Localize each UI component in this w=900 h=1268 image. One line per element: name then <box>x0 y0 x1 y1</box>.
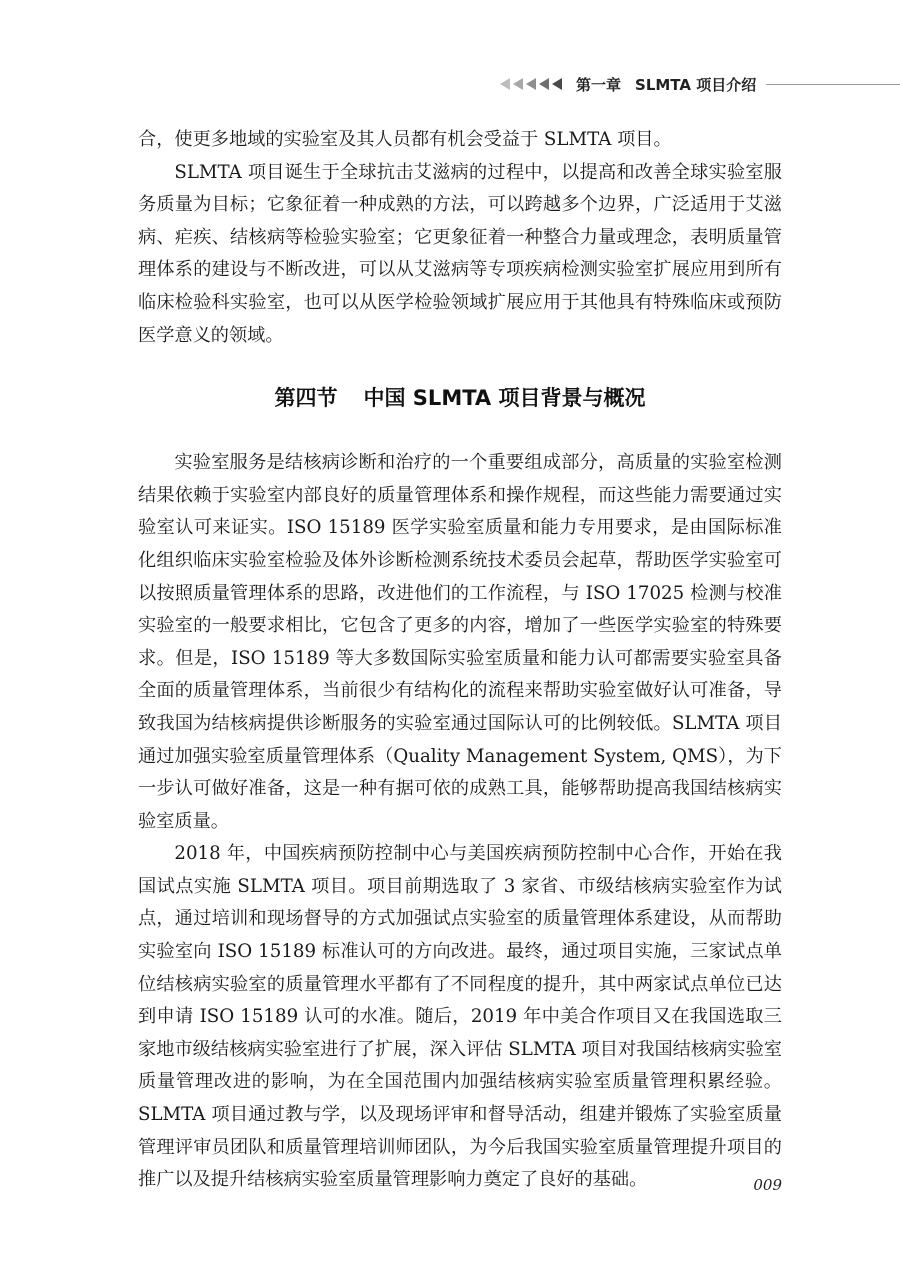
arrow-left-icon <box>526 78 536 90</box>
arrow-left-icon <box>539 78 549 90</box>
arrow-ornament-icon <box>500 78 562 90</box>
chapter-heading <box>576 74 756 95</box>
arrow-left-icon <box>513 78 523 90</box>
paragraph-slmta-origin: SLMTA 项目诞生于全球抗击艾滋病的过程中，以提高和改善全球实验室服务质量为目标；它象征着一种成熟的方法，可以跨越多个边界，广泛适用于艾滋病、疟疾、结核病等检验实验室；它更象征着一种整合力量或理念，表明质量管理体系的建设与不断改进，可以从艾滋病等专项疾病检测实验室扩展应用到所有临床检验科实验室，也可以从医学检验领域扩展应用于其他具有特殊临床或预防医学意义的领域。 <box>138 161 782 346</box>
chapter-title: SLMTA 项目介绍 <box>635 75 757 94</box>
arrow-left-icon <box>552 78 562 90</box>
page-number: 009 <box>753 1176 782 1194</box>
chapter-number: 第一章 <box>576 75 622 94</box>
section-number: 第四节 <box>274 386 338 411</box>
header-divider <box>766 84 900 85</box>
paragraph-china-pilot: 2018 年，中国疾病预防控制中心与美国疾病预防控制中心合作，开始在我国试点实施 SLMTA 项目。项目前期选取了 3 家省、市级结核病实验室作为试点，通过培训和现场督导的方式加强试点实验室的质量管理体系建设，从而帮助实验室向 ISO 15189 标准认可的方向改进。最终，通过项目实施，三家试点单位结核病实验室的质量管理水平都有了不同程度的提升，其中两家试点单位已达到申请 ISO 15189 认可的水准。随后，2019 年中美合作项目又在我国选取三家地市级结核病实验室进行了扩展，深入评估 SLMTA 项目对我国结核病实验室质量管理改进的影响，为在全国范围内加强结核病实验室质量管理积累经验。SLMTA 项目通过教与学，以及现场评审和督导活动，组建并锻炼了实验室质量管理评审员团队和质量管理培训师团队，为今后我国实验室质量管理提升项目的推广以及提升结核病实验室质量管理影响力奠定了良好的基础。 <box>138 843 782 1191</box>
running-header <box>500 72 900 96</box>
arrow-left-icon <box>500 78 510 90</box>
paragraph-lab-services: 实验室服务是结核病诊断和治疗的一个重要组成部分，高质量的实验室检测结果依赖于实验室内部良好的质量管理体系和操作规程，而这些能力需要通过实验室认可来证实。ISO 15189 医学实验室质量和能力专用要求，是由国际标准化组织临床实验室检验及体外诊断检测系统技术委员会起草，帮助医学实验室可以按照质量管理体系的思路，改进他们的工作流程，与 ISO 17025 检测与校准实验室的一般要求相比，它包含了更多的内容，增加了一些医学实验室的特殊要求。但是，ISO 15189 等大多数国际实验室质量和能力认可都需要实验室具备全面的质量管理体系，当前很少有结构化的流程来帮助实验室做好认可准备，导致我国为结核病提供诊断服务的实验室通过国际认可的比例较低。SLMTA 项目通过加强实验室质量管理体系（Quality Management System, QMS），为下一步认可做好准备，这是一种有据可依的成熟工具，能够帮助提高我国结核病实验室质量。 <box>138 452 782 832</box>
page-body <box>138 124 782 1197</box>
section-heading <box>138 352 782 447</box>
section-title: 中国 SLMTA 项目背景与概况 <box>363 386 646 411</box>
paragraph-continued: 合，使更多地域的实验室及其人员都有机会受益于 SLMTA 项目。 <box>138 129 672 150</box>
